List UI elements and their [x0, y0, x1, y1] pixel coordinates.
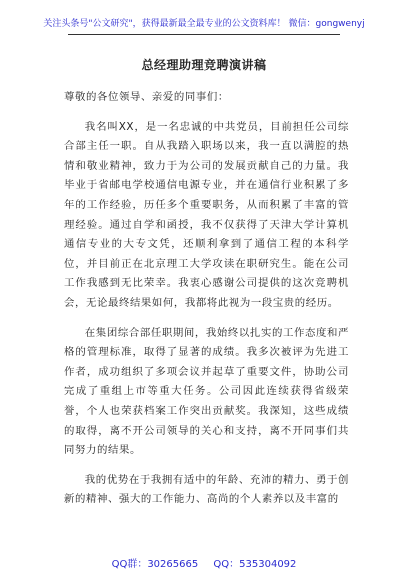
paragraph-3: 我的优势在于我拥有适中的年龄、充沛的精力、勇于创新的精神、强大的工作能力、高尚的个人素养以及丰富的 [64, 473, 349, 506]
footer-qq-group: QQ群：30265665 [111, 559, 199, 570]
footer-contact [0, 558, 408, 572]
document-title: 总经理助理竞聘演讲稿 [141, 58, 267, 72]
footer-qq-number: QQ：535304092 [213, 559, 297, 570]
header-divider [68, 34, 340, 35]
salutation: 尊敬的各位领导、亲爱的同事们： [64, 91, 229, 103]
paragraph-2: 在集团综合部任职期间，我始终以扎实的工作态度和严格的管理标准，取得了显著的成绩。我多次被评为先进工作者，成功组织了多项会议并起草了重要文件，协助公司完成了重组上市等重大任务。公司因此连续获得省级荣誉，个人也荣获档案工作突出贡献奖。我深知，这些成绩的取得，离不开公司领导的关心和支持，离不开同事们共同努力的结果。 [64, 326, 349, 457]
paragraph-1: 我名叫XX，是一名忠诚的中共党员，目前担任公司综合部主任一职。自从我踏入职场以来，我一直以满腔的热情和敬业精神，致力于为公司的发展贡献自己的力量。我毕业于省邮电学校通信电源专业，并在通信行业积累了多年的工作经验，历任多个重要职务，从而积累了丰富的管理经验。通过自学和函授，我不仅获得了天津大学计算机通信专业的大专文凭，还顺利拿到了通信工程的本科学位，并目前正在北京理工大学攻读在职研究生。能在公司工作我感到无比荣幸。我衷心感谢公司提供的这次竞聘机会，无论最终结果如何，我都将此视为一段宝贵的经历。 [64, 120, 349, 309]
header-banner: 关注头条号"公文研究"，获得最新最全最专业的公文资料库！ 微信：gongwenyj [43, 19, 365, 29]
document-body [64, 88, 349, 520]
